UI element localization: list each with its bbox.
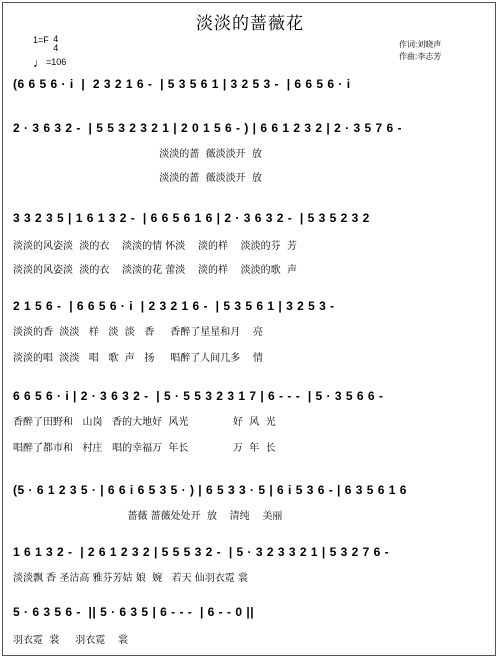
- notation-line: (6 6 5 6 · i | 2 3 2 1 6 - | 5 3 5 6 1 | 3 2 5 3 - | 6 6 5 6 · i: [13, 77, 351, 91]
- staff-row-1: [13, 77, 491, 91]
- lyric-line: 唱醉了都市和 村庄 唱的幸福万 年长 万 年 长: [13, 443, 276, 454]
- key-signature: [33, 35, 58, 53]
- key-label: 1=F: [33, 35, 49, 45]
- meter-bottom: 4: [53, 43, 59, 53]
- notation-line: 2 1 5 6 - | 6 6 5 6 · i | 2 3 2 1 6 - | 5 3 5 6 1 | 3 2 5 3 -: [13, 299, 335, 313]
- composer-credit: 作曲:李志芳: [399, 52, 442, 61]
- lyric-line: 淡淡的风姿淡 淡的衣 淡淡的情 怀淡 淡的样 淡淡的芬 芳: [13, 241, 298, 252]
- meter-top: 4: [53, 34, 59, 44]
- lyric-line: 香醉了田野和 山岗 香的大地好 风光 好 风 光: [13, 417, 276, 428]
- staff-row-3: [13, 211, 491, 225]
- notation-line: 3 3 2 3 5 | 1 6 1 3 2 - | 6 6 5 6 1 6 | 2 · 3 6 3 2 - | 5 3 5 2 3 2: [13, 211, 370, 225]
- song-title: 淡淡的蔷薇花: [196, 14, 304, 33]
- staff-row-8: [13, 605, 491, 619]
- lyric-line: 淡淡的唱 淡淡 唱 歌 声 扬 唱醉了人间几多 情: [13, 353, 263, 364]
- lyric-line: 淡淡的风姿淡 淡的衣 淡淡的花 蕾淡 淡的样 淡淡的歌 声: [13, 265, 298, 276]
- notation-line: 5 · 6 3 5 6 - || 5 · 6 3 5 | 6 - - - | 6 - - 0 ||: [13, 605, 255, 619]
- staff-row-5: [13, 389, 491, 403]
- staff-row-2: [13, 121, 491, 135]
- score-sheet: [2, 2, 496, 656]
- lyric-line: 淡淡的香 淡淡 样 淡 淡 香 香醉了星星和月 亮: [13, 327, 263, 338]
- notation-line: (5 · 6 1 2 3 5 · | 6 6 i 6 5 3 5 · ) | 6 5 3 3 · 5 | 6 i 5 3 6 - | 6 3 5 6 1 6: [13, 483, 407, 497]
- notation-line: 6 6 5 6 · i | 2 · 3 6 3 2 - | 5 · 5 5 3 2 3 1 7 | 6 - - - | 5 · 3 5 6 6 -: [13, 389, 384, 403]
- lyric-line: 蔷薇 蔷薇处处开 放 清纯 美丽: [13, 511, 283, 522]
- staff-row-7: [13, 545, 491, 559]
- time-signature: [53, 35, 58, 53]
- lyricist-credit: 作词:刘晓声: [399, 40, 442, 49]
- tempo-marking: [33, 55, 66, 70]
- notation-line: 1 6 1 3 2 - | 2 6 1 2 3 2 | 5 5 5 3 2 - | 5 · 3 2 3 3 2 1 | 5 3 2 7 6 -: [13, 545, 390, 559]
- tempo-value: =106: [46, 57, 67, 67]
- notation-line: 2 · 3 6 3 2 - | 5 5 3 2 3 2 1 | 2 0 1 5 6 - ) | 6 6 1 2 3 2 | 2 · 3 5 7 6 -: [13, 121, 402, 135]
- staff-row-6: [13, 483, 491, 497]
- lyric-line: 羽衣霓 裳 羽衣霓 裳: [13, 635, 128, 646]
- quarter-note-icon: ♩: [33, 55, 46, 70]
- staff-row-4: [13, 299, 491, 313]
- lyric-line: 淡淡飘 香 圣洁高 雅芬芳姑 娘 婉 若天 仙羽衣霓 裳: [13, 573, 248, 584]
- lyric-line: 淡淡的蔷 薇淡淡开 放: [13, 149, 262, 160]
- lyric-line: 淡淡的蔷 薇淡淡开 放: [13, 173, 262, 184]
